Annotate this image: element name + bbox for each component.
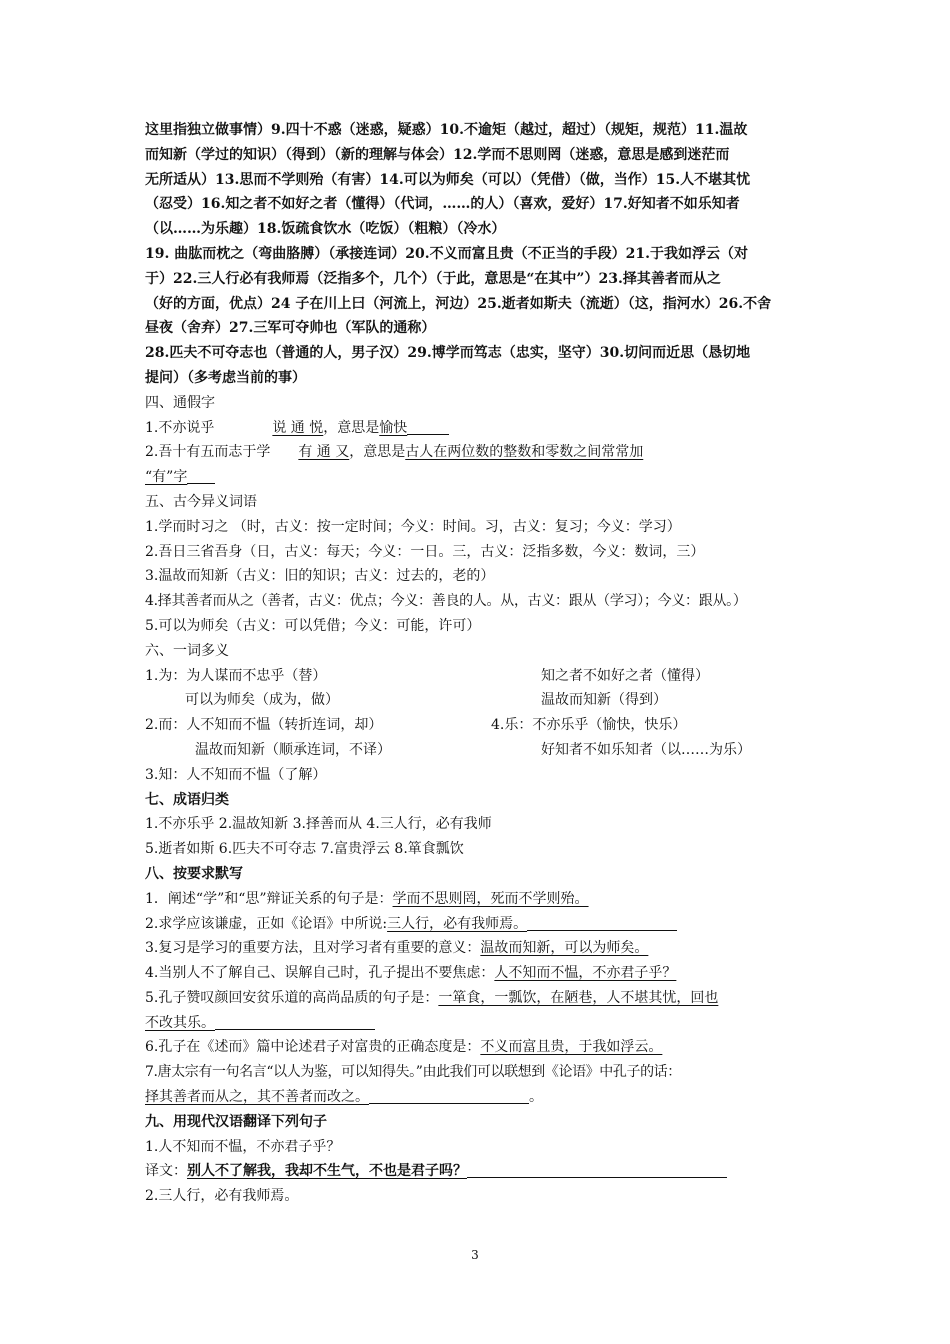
sec4-item-2-cont: “有”字 bbox=[145, 465, 808, 490]
sec5-item: 1.学而时习之 （时，古义：按一定时间；今义：时间。习，古义：复习；今义：学习） bbox=[145, 518, 681, 535]
section-title-6: 六、一词多义 bbox=[145, 642, 229, 659]
page-number: 3 bbox=[471, 1248, 479, 1262]
vocab-line: 无所适从）13.思而不学则殆（有害）14.可以为师矣（可以）（凭借）（做，当作）15.人不堪其忧 bbox=[145, 171, 751, 188]
sec8-q3: 3.复习是学习的重要方法，且对学习者有重要的意义：温故而知新，可以为师矣。 bbox=[145, 940, 649, 957]
sec8-a7-line: 择其善者而从之，其不善者而改之。 。 bbox=[145, 1089, 543, 1106]
vocab-block bbox=[145, 118, 808, 391]
sec5-item: 5.可以为师矣（古义：可以凭借；今义：可能，许可） bbox=[145, 617, 481, 634]
section-title-8: 八、按要求默写 bbox=[145, 865, 243, 882]
vocab-line: 28.匹夫不可夺志也（普通的人，男子汉）29.博学而笃志（忠实，坚守）30.切问而近思（恳切地 bbox=[145, 345, 751, 362]
sec8-a2: 三人行，必有我师焉。 bbox=[387, 915, 528, 932]
sec4-meaning-2: 古人在两位数的整数和零数之间常常加 bbox=[405, 444, 644, 461]
sec7-line: 5.逝者如斯 6.匹夫不可夺志 7.富贵浮云 8.箪食瓢饮 bbox=[145, 841, 464, 858]
sec6-row: 可以为师矣（成为，做） 温故而知新（得到） bbox=[185, 692, 667, 709]
vocab-line: 这里指独立做事情）9.四十不惑（迷惑，疑惑）10.不逾矩（越过，超过）（规矩，规范）11.温故 bbox=[145, 122, 748, 138]
sec9-q1: 1.人不知而不愠，不亦君子乎？ bbox=[145, 1138, 341, 1155]
sec4-answer-1: 说 通 悦 bbox=[272, 419, 324, 436]
vocab-line: 昼夜（舍弃）27.三军可夺帅也（军队的通称） bbox=[145, 320, 436, 337]
sec4-item-1: 1.不亦说乎 说 通 悦，意思是愉快 bbox=[145, 416, 808, 441]
sec4-item-2: 2.吾十有五而志于学 有 通 又，意思是古人在两位数的整数和零数之间常常加 bbox=[145, 444, 644, 461]
sec8-q2: 2.求学应该谦虚，正如《论语》中所说:三人行，必有我师焉。 bbox=[145, 912, 808, 937]
vocab-line: 提问）（多考虑当前的事） bbox=[145, 369, 306, 386]
sec8-a6: 不义而富且贵，于我如浮云。 bbox=[480, 1039, 663, 1056]
vocab-line: （忍受）16.知之者不如好之者（懂得）（代词，……的人）（喜欢，爱好）17.好知者不如乐知者 bbox=[145, 196, 740, 213]
sec6-row: 3.知：人不知而不愠（了解） bbox=[145, 766, 327, 783]
section-title-7: 七、成语归类 bbox=[145, 791, 229, 808]
sec5-item: 4.择其善者而从之（善者，古义：优点；今义：善良的人。从，古义：跟从（学习）；今义：跟从。） bbox=[145, 593, 747, 610]
sec7-line: 1.不亦乐乎 2.温故知新 3.择善而从 4.三人行，必有我师 bbox=[145, 816, 492, 833]
sec8-q6: 6.孔子在《述而》篇中论述君子对富贵的正确态度是：不义而富且贵，于我如浮云。 bbox=[145, 1039, 663, 1056]
document-body bbox=[145, 118, 808, 1209]
section-title-9: 九、用现代汉语翻译下列句子 bbox=[145, 1113, 327, 1130]
sec8-a5: 一箪食，一瓢饮，在陋巷，人不堪其忧，回也 bbox=[438, 989, 719, 1006]
section-title-5: 五、古今异义词语 bbox=[145, 493, 257, 510]
sec8-a1: 学而不思则罔，死而不学则殆。 bbox=[392, 890, 589, 907]
sec8-q5-cont: 不改其乐。 bbox=[145, 1011, 808, 1036]
sec4-answer-2: 有 通 又 bbox=[298, 444, 350, 461]
sec8-q4: 4.当别人不了解自己、误解自己时，孔子提出不要焦虑：人不知而不愠，不亦君子乎？ bbox=[145, 965, 677, 982]
vocab-line: 19. 曲肱而枕之（弯曲胳膊）（承接连词）20.不义而富且贵（不正当的手段）21.于我如浮云（对 bbox=[145, 245, 748, 262]
sec8-q5: 5.孔子赞叹颜回安贫乐道的高尚品质的句子是：一箪食，一瓢饮，在陋巷，人不堪其忧，回也 bbox=[145, 989, 719, 1006]
sec8-q7: 7.唐太宗有一句名言“以人为鉴，可以知得失。”由此我们可以联想到《论语》中孔子的话： bbox=[145, 1064, 681, 1081]
sec6-row: 2.而：人不知而不愠（转折连词，却） 4.乐：不亦乐乎（愉快，快乐） bbox=[145, 717, 687, 734]
sec9-t1: 别人不了解我，我却不生气，不也是君子吗？ bbox=[187, 1163, 467, 1180]
sec8-a3: 温故而知新，可以为师矣。 bbox=[480, 940, 649, 957]
sec9-t1-line: 译文：别人不了解我，我却不生气，不也是君子吗？ bbox=[145, 1159, 808, 1184]
vocab-line: 而知新（学过的知识）（得到）（新的理解与体会）12.学而不思则罔（迷惑，意思是感到迷茫而 bbox=[145, 146, 730, 163]
sec6-row: 1.为：为人谋而不忠乎（替） 知之者不如好之者（懂得） bbox=[145, 667, 709, 684]
sec5-item: 3.温故而知新（古义：旧的知识；古义：过去的，老的） bbox=[145, 568, 495, 585]
sec8-a7: 择其善者而从之，其不善者而改之。 bbox=[145, 1089, 369, 1106]
section-title-4: 四、通假字 bbox=[145, 394, 215, 411]
sec9-q2: 2.三人行，必有我师焉。 bbox=[145, 1188, 299, 1205]
vocab-line: （好的方面，优点）24 子在川上曰（河流上，河边）25.逝者如斯夫（流逝）（这，指河水）26.不舍 bbox=[145, 295, 772, 312]
sec8-a4: 人不知而不愠，不亦君子乎？ bbox=[494, 965, 677, 982]
vocab-line: 于）22.三人行必有我师焉（泛指多个，几个）（于此，意思是“在其中”）23.择其善者而从之 bbox=[145, 270, 721, 287]
sec6-row: 温故而知新（顺承连词，不译） 好知者不如乐知者（以……为乐） bbox=[195, 741, 751, 758]
sec8-q1: 1．阐述“学”和“思”辩证关系的句子是：学而不思则罔，死而不学则殆。 bbox=[145, 890, 589, 907]
vocab-line: （以……为乐趣）18.饭疏食饮水（吃饭）（粗粮）（冷水） bbox=[145, 221, 506, 238]
sec5-item: 2.吾日三省吾身（日，古义：每天；今义：一日。三，古义：泛指多数，今义：数词，三） bbox=[145, 543, 705, 560]
sec4-meaning-1: 愉快 bbox=[379, 419, 408, 436]
